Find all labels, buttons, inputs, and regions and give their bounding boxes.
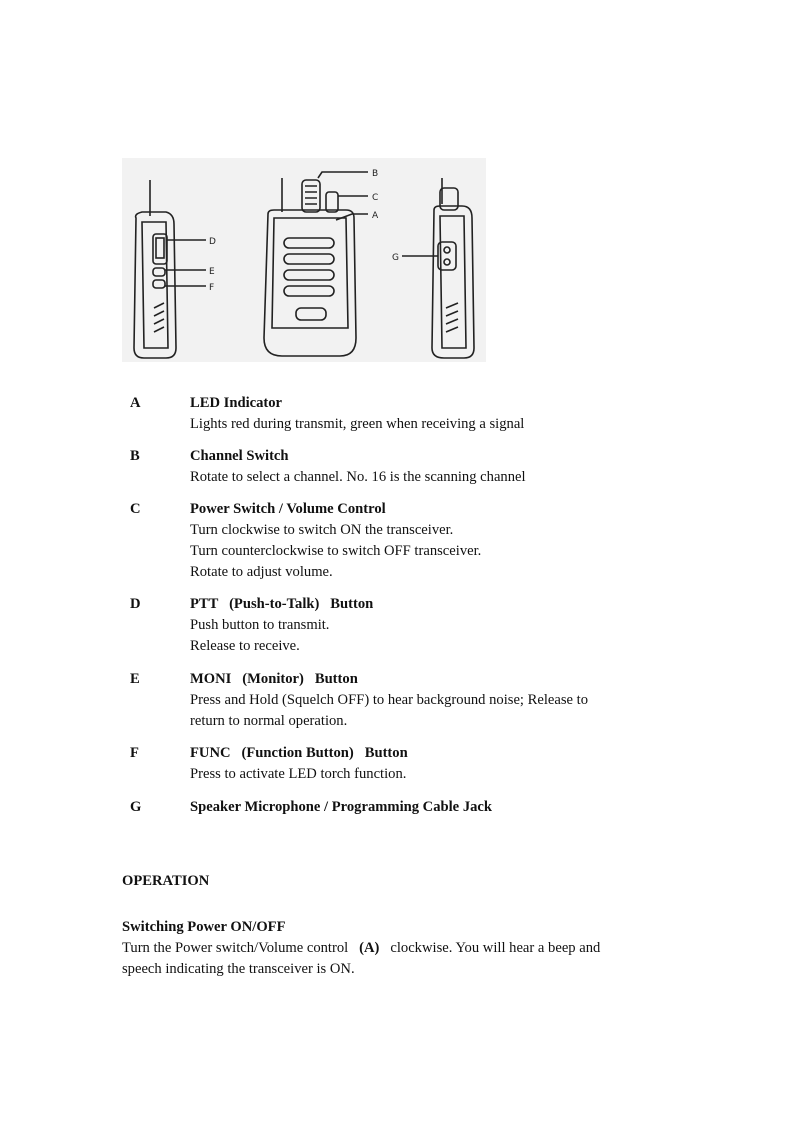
callout-g: G [392, 253, 399, 263]
part-title: Channel Switch [190, 448, 289, 464]
callout-a: A [372, 211, 379, 221]
callout-f: F [209, 283, 215, 293]
part-title: MONI (Monitor) Button [190, 671, 358, 687]
part-letter: F [130, 745, 139, 761]
part-title: Speaker Microphone / Programming Cable Jack [190, 799, 493, 815]
part-description: Rotate to select a channel. No. 16 is the scanning channel [190, 469, 526, 485]
part-description: Lights red during transmit, green when receiving a signal [190, 416, 525, 432]
part-letter: B [130, 448, 140, 464]
power-line-2: speech indicating the transceiver is ON. [122, 961, 355, 977]
power-paragraph [122, 938, 682, 980]
section-title-operation: OPERATION [122, 873, 210, 889]
part-letter: D [130, 596, 141, 612]
part-title: FUNC (Function Button) Button [190, 745, 408, 761]
power-ref-a: (A) [359, 940, 380, 956]
diagram-background [122, 158, 486, 362]
part-description: Release to receive. [190, 638, 300, 654]
power-text-before: Turn the Power switch/Volume control [122, 940, 349, 956]
part-title: Power Switch / Volume Control [190, 501, 386, 517]
callout-e: E [209, 267, 215, 277]
callout-c: C [372, 193, 379, 203]
subheading-power: Switching Power ON/OFF [122, 919, 286, 935]
part-description: Turn counterclockwise to switch OFF transceiver. [190, 543, 482, 559]
part-letter: G [130, 799, 142, 815]
part-description: Push button to transmit. [190, 617, 330, 633]
part-letter: C [130, 501, 141, 517]
power-text-after: clockwise. You will hear a beep and [390, 940, 601, 956]
part-title: LED Indicator [190, 395, 283, 411]
radio-diagram [122, 158, 486, 362]
part-description: Press and Hold (Squelch OFF) to hear background noise; Release to [190, 692, 589, 708]
part-description: Rotate to adjust volume. [190, 564, 333, 580]
callout-b: B [372, 169, 379, 179]
part-letter: E [130, 671, 140, 687]
callout-d: D [209, 237, 216, 247]
part-title: PTT (Push-to-Talk) Button [190, 596, 374, 612]
power-line-1 [122, 938, 682, 959]
part-description: Press to activate LED torch function. [190, 766, 407, 782]
part-description: return to normal operation. [190, 713, 348, 729]
part-description: Turn clockwise to switch ON the transceiver. [190, 522, 454, 538]
part-letter: A [130, 395, 141, 411]
